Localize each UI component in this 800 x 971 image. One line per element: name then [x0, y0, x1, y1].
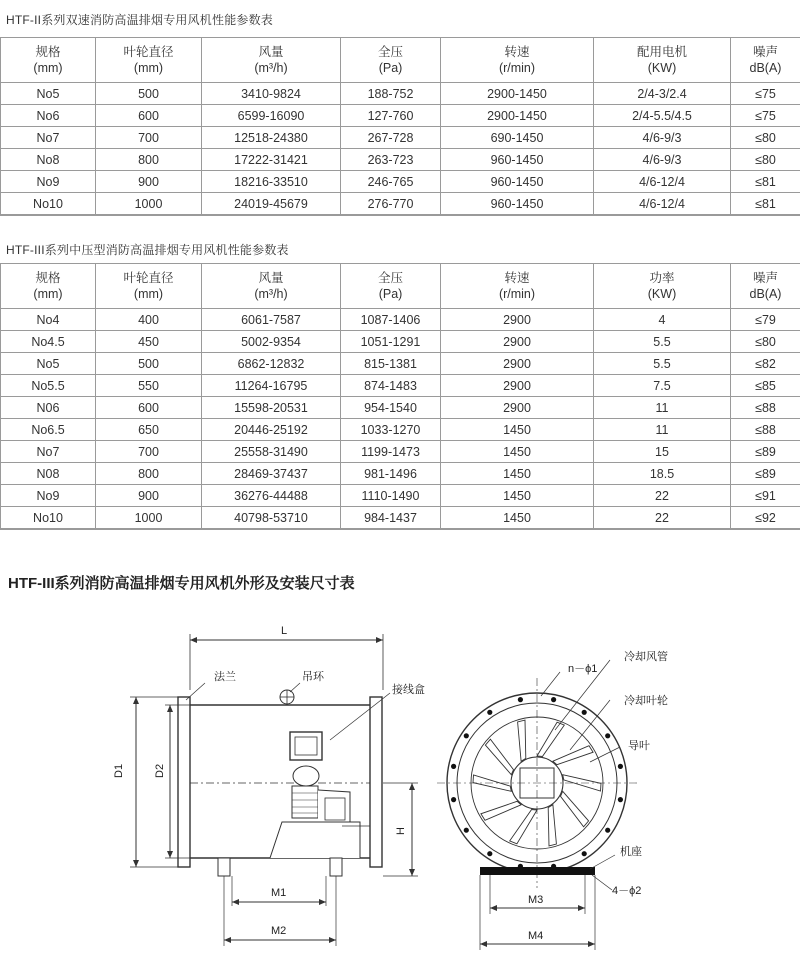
table-cell: No8: [1, 149, 96, 171]
column-header-line: 风量: [258, 45, 284, 59]
table-cell: 263-723: [341, 149, 441, 171]
table-cell: 900: [96, 485, 202, 507]
table-cell: 1110-1490: [341, 485, 441, 507]
table-row: [1, 149, 800, 171]
label-junction-box: 接线盒: [392, 684, 425, 696]
column-header: [202, 38, 341, 83]
table-row: [1, 331, 800, 353]
table-cell: 22: [594, 507, 731, 530]
table-cell: 800: [96, 463, 202, 485]
label-M2: M2: [271, 925, 287, 937]
table-cell: 1000: [96, 193, 202, 216]
side-view: [130, 634, 418, 946]
base-plate: [480, 867, 595, 875]
table-cell: 1450: [441, 485, 594, 507]
table-cell: 700: [96, 127, 202, 149]
table-cell: 1087-1406: [341, 309, 441, 331]
column-header: [96, 38, 202, 83]
table-row: [1, 419, 800, 441]
guide-vane-blade: [548, 805, 556, 846]
column-header-line: dB(A): [749, 61, 782, 75]
table-cell: No5: [1, 83, 96, 105]
column-header: [441, 264, 594, 309]
table-cell: 5.5: [594, 331, 731, 353]
column-header-line: (r/min): [498, 287, 536, 301]
table-cell: 2/4-5.5/4.5: [594, 105, 731, 127]
table-cell: 127-760: [341, 105, 441, 127]
table-cell: 1450: [441, 419, 594, 441]
table-cell: 4/6-9/3: [594, 149, 731, 171]
table-cell: 276-770: [341, 193, 441, 216]
column-header: [1, 38, 96, 83]
table-cell: 188-752: [341, 83, 441, 105]
table-cell: 1450: [441, 507, 594, 530]
table-cell: No9: [1, 171, 96, 193]
table-cell: 4: [594, 309, 731, 331]
front-view: [437, 660, 637, 950]
table-cell: 600: [96, 397, 202, 419]
table-row: [1, 193, 800, 216]
guide-vane-blade: [481, 801, 521, 820]
column-header-line: (mm): [133, 61, 164, 75]
column-header-line: 配用电机: [636, 45, 687, 59]
table-cell: 40798-53710: [202, 507, 341, 530]
table-cell: 500: [96, 83, 202, 105]
table-row: [1, 83, 800, 105]
table-cell: No5: [1, 353, 96, 375]
table-cell: ≤75: [731, 83, 800, 105]
table-cell: 1199-1473: [341, 441, 441, 463]
table-cell: ≤88: [731, 419, 800, 441]
bolt-hole: [605, 733, 610, 738]
bolt-hole: [605, 828, 610, 833]
table-cell: 650: [96, 419, 202, 441]
table-cell: 24019-45679: [202, 193, 341, 216]
table-cell: 815-1381: [341, 353, 441, 375]
table-cell: 11: [594, 419, 731, 441]
label-D2: D2: [154, 763, 166, 778]
table-cell: 6061-7587: [202, 309, 341, 331]
table-cell: 2900: [441, 331, 594, 353]
column-header-line: (Pa): [378, 287, 403, 301]
column-header-line: 转速: [504, 45, 530, 59]
table-cell: ≤80: [731, 331, 800, 353]
table-cell: No9: [1, 485, 96, 507]
table-cell: No7: [1, 127, 96, 149]
table-header-row: [1, 264, 800, 309]
table-row: [1, 127, 800, 149]
column-header: [594, 38, 731, 83]
table-cell: ≤81: [731, 193, 800, 216]
table-cell: No4.5: [1, 331, 96, 353]
left-flange: [178, 697, 190, 867]
table-cell: 900: [96, 171, 202, 193]
table-cell: 981-1496: [341, 463, 441, 485]
table-cell: 984-1437: [341, 507, 441, 530]
table-row: [1, 463, 800, 485]
label-M1: M1: [271, 887, 287, 899]
table-cell: ≤89: [731, 441, 800, 463]
table-cell: 690-1450: [441, 127, 594, 149]
table-cell: ≤80: [731, 127, 800, 149]
column-header: [1, 264, 96, 309]
table-cell: 1450: [441, 463, 594, 485]
table-cell: 550: [96, 375, 202, 397]
table-cell: 2900: [441, 309, 594, 331]
table-cell: No6: [1, 105, 96, 127]
table-cell: 28469-37437: [202, 463, 341, 485]
table-cell: No7: [1, 441, 96, 463]
column-header: [594, 264, 731, 309]
table-cell: 2900: [441, 353, 594, 375]
table-cell: No10: [1, 507, 96, 530]
table-cell: No6.5: [1, 419, 96, 441]
table-cell: 15: [594, 441, 731, 463]
table-cell: 500: [96, 353, 202, 375]
label-M4: M4: [528, 930, 544, 942]
label-base: 机座: [620, 846, 642, 858]
column-header-line: 噪声: [752, 45, 778, 59]
column-header-line: 全压: [377, 45, 403, 59]
table-cell: 1051-1291: [341, 331, 441, 353]
column-header-line: (r/min): [498, 61, 536, 75]
column-header: [202, 264, 341, 309]
table-cell: ≤91: [731, 485, 800, 507]
table-cell: 1033-1270: [341, 419, 441, 441]
table-cell: ≤82: [731, 353, 800, 375]
column-header-line: (m³/h): [254, 61, 288, 75]
guide-vane-blade: [537, 722, 564, 756]
label-M3: M3: [528, 894, 544, 906]
section-title: HTF-III系列消防高温排烟专用风机外形及安装尺寸表: [8, 575, 355, 592]
column-header: [441, 38, 594, 83]
spec-table-htf-ii: [0, 37, 800, 216]
table-cell: 960-1450: [441, 193, 594, 216]
table-cell: 450: [96, 331, 202, 353]
column-header-line: 规格: [35, 271, 61, 285]
table-cell: 11: [594, 397, 731, 419]
table-cell: 6862-12832: [202, 353, 341, 375]
table-cell: 600: [96, 105, 202, 127]
table-cell: 2/4-3/2.4: [594, 83, 731, 105]
column-header-line: 风量: [258, 271, 284, 285]
bolt-hole: [618, 764, 623, 769]
column-header-line: (mm): [33, 287, 63, 301]
column-header: [341, 38, 441, 83]
label-lifting-ring: 吊环: [302, 671, 324, 683]
column-header-line: (Pa): [378, 61, 403, 75]
table-row: [1, 171, 800, 193]
column-header-line: (mm): [33, 61, 63, 75]
guide-vane-blade: [518, 720, 526, 761]
column-header-line: 叶轮直径: [123, 45, 174, 59]
table-cell: ≤80: [731, 149, 800, 171]
bolt-hole: [582, 710, 587, 715]
column-header-line: (KW): [647, 61, 677, 75]
spec-table-htf-iii: [0, 263, 800, 530]
table-cell: 15598-20531: [202, 397, 341, 419]
table-cell: 1000: [96, 507, 202, 530]
column-header-line: dB(A): [749, 287, 782, 301]
table-row: [1, 507, 800, 530]
table-cell: 4/6-12/4: [594, 193, 731, 216]
guide-vane-blade: [553, 746, 593, 765]
column-header: [731, 38, 800, 83]
table-cell: 800: [96, 149, 202, 171]
foot-right: [330, 858, 342, 876]
bolt-hole: [582, 851, 587, 856]
table-row: [1, 397, 800, 419]
table1-caption: HTF-II系列双速消防高温排烟专用风机性能参数表: [6, 13, 273, 27]
bolt-hole: [451, 797, 456, 802]
table-cell: ≤81: [731, 171, 800, 193]
table-cell: 18.5: [594, 463, 731, 485]
table-row: [1, 375, 800, 397]
column-header-line: 功率: [649, 271, 675, 285]
bolt-hole: [451, 764, 456, 769]
label-n-phi1: n－ϕ1: [568, 663, 598, 675]
table-cell: 22: [594, 485, 731, 507]
table-cell: ≤89: [731, 463, 800, 485]
table-cell: N08: [1, 463, 96, 485]
table-cell: 20446-25192: [202, 419, 341, 441]
column-header: [731, 264, 800, 309]
bolt-hole: [464, 733, 469, 738]
label-4-phi2: 4－ϕ2: [612, 885, 642, 897]
label-D1: D1: [113, 763, 125, 778]
table-cell: 960-1450: [441, 149, 594, 171]
column-header-line: 叶轮直径: [123, 271, 174, 285]
column-header-line: 规格: [35, 45, 61, 59]
table-cell: ≤75: [731, 105, 800, 127]
column-header-line: 全压: [377, 271, 403, 285]
table-cell: 6599-16090: [202, 105, 341, 127]
bolt-hole: [551, 697, 556, 702]
column-header-line: (m³/h): [254, 287, 288, 301]
bolt-hole: [487, 851, 492, 856]
column-header-line: (KW): [647, 287, 677, 301]
column-header-line: 转速: [504, 271, 530, 285]
table-cell: ≤92: [731, 507, 800, 530]
table-cell: 246-765: [341, 171, 441, 193]
table-cell: 1450: [441, 441, 594, 463]
column-header: [96, 264, 202, 309]
table2-caption: HTF-III系列中压型消防高温排烟专用风机性能参数表: [6, 243, 289, 257]
table-cell: 5.5: [594, 353, 731, 375]
guide-vane-blade: [510, 810, 537, 844]
table-cell: 12518-24380: [202, 127, 341, 149]
column-header-line: 噪声: [752, 271, 778, 285]
table-cell: 4/6-9/3: [594, 127, 731, 149]
table-cell: 18216-33510: [202, 171, 341, 193]
table-cell: ≤79: [731, 309, 800, 331]
bolt-hole: [618, 797, 623, 802]
table-cell: 3410-9824: [202, 83, 341, 105]
table-row: [1, 485, 800, 507]
table-row: [1, 353, 800, 375]
table-cell: No5.5: [1, 375, 96, 397]
table-row: [1, 105, 800, 127]
right-flange: [370, 697, 382, 867]
fan-dimension-drawing: [0, 600, 800, 971]
table-cell: N06: [1, 397, 96, 419]
table-cell: ≤85: [731, 375, 800, 397]
table-cell: 954-1540: [341, 397, 441, 419]
label-cooling-duct: 冷却风管: [624, 651, 668, 663]
table-cell: 874-1483: [341, 375, 441, 397]
table-cell: 5002-9354: [202, 331, 341, 353]
label-cooling-impeller: 冷却叶轮: [624, 695, 668, 707]
table-cell: 11264-16795: [202, 375, 341, 397]
table-cell: 4/6-12/4: [594, 171, 731, 193]
label-H: H: [395, 827, 407, 835]
table-cell: 2900: [441, 397, 594, 419]
table-cell: 17222-31421: [202, 149, 341, 171]
column-header-line: (mm): [133, 287, 164, 301]
table-cell: 700: [96, 441, 202, 463]
bolt-hole: [464, 828, 469, 833]
table-cell: No10: [1, 193, 96, 216]
table-cell: 400: [96, 309, 202, 331]
table-cell: 2900-1450: [441, 83, 594, 105]
label-guide-vane: 导叶: [628, 740, 650, 752]
table-cell: 267-728: [341, 127, 441, 149]
table-cell: 36276-44488: [202, 485, 341, 507]
table-row: [1, 309, 800, 331]
table-row: [1, 441, 800, 463]
label-L: L: [281, 625, 288, 637]
table-cell: No4: [1, 309, 96, 331]
table-cell: 7.5: [594, 375, 731, 397]
foot-left: [218, 858, 230, 876]
table-header-row: [1, 38, 800, 83]
table-cell: ≤88: [731, 397, 800, 419]
table-cell: 2900: [441, 375, 594, 397]
bolt-hole: [518, 697, 523, 702]
label-flange: 法兰: [214, 671, 236, 683]
table-cell: 2900-1450: [441, 105, 594, 127]
table-cell: 25558-31490: [202, 441, 341, 463]
table-cell: 960-1450: [441, 171, 594, 193]
guide-vane-blade: [561, 791, 589, 827]
column-header: [341, 264, 441, 309]
guide-vane-blade: [485, 739, 513, 775]
bolt-hole: [487, 710, 492, 715]
